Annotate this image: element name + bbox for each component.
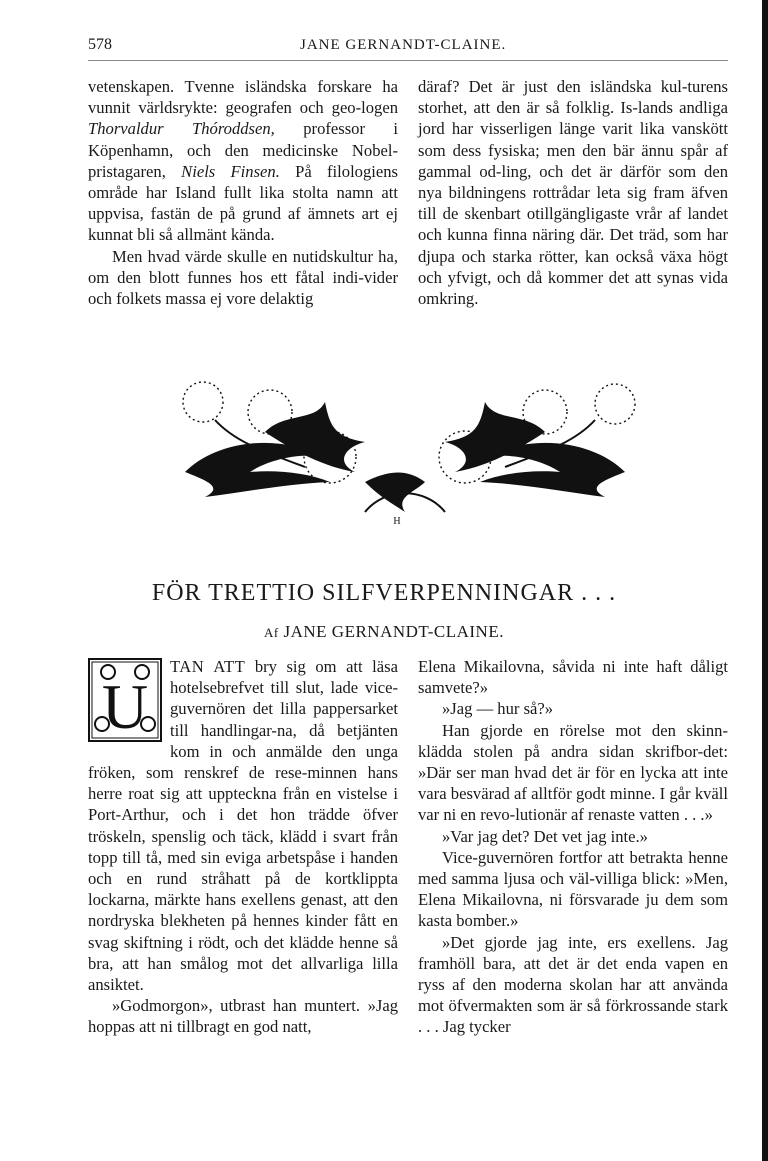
text-run: vetenskapen. Tvenne isländska forskare ha vunnit världsrykte: geografen och geo-logen	[88, 77, 398, 118]
name-finsen: Niels Finsen.	[181, 161, 280, 181]
article-right-paragraph-3: Han gjorde en rörelse mot den skinn-klädda stolen på andra sidan skrifbor-det: »Där ser man hvad det är för en lycka att inte vara besvärad af alltför godt minne. I går kväll var ni en revo-lutionär af renaste vatten . . .»	[418, 720, 728, 825]
dandelion-vignette-ornament	[165, 372, 645, 532]
text-run: professor i Köpenhamn, och den medicinske Nobel-pristagaren,	[88, 119, 399, 181]
running-head: JANE GERNANDT-CLAINE.	[300, 37, 507, 53]
byline-author: JANE GERNANDT-CLAINE.	[283, 622, 504, 641]
text-run: bry sig om att läsa hotelsebrefvet till slut, lade vice-guvernören det lilla pappersarket till handlingar-na, då betjänten kom in och anmälde den unga fröken, som renskref de rese-minnen hans herre roat sig att uppteckna från en vistelse i Port-Arthur, och i det hon trädde öfver tröskeln, spenslig och täck, klädd i svart från topp till tå, med sin eviga arbetspåse i handen och en rund stråhatt på de kortklippta lockarna, märkte hans exellens genast, att den nordryska blekheten på hennes kinder fått en svag skiftning i rödt, och det klädde henne så bra, att han smålog mot det allvarliga lilla ansiktet.	[88, 657, 398, 995]
article-title: FÖR TRETTIO SILFVERPENNINGAR . . .	[151, 580, 617, 606]
top-left-column	[88, 76, 398, 309]
opening-caps: TAN ATT	[170, 657, 246, 676]
article-paragraph-2: »Godmorgon», utbrast han muntert. »Jag hoppas att ni tillbragt en god natt,	[88, 996, 398, 1037]
page-number: 578	[88, 36, 112, 53]
article-left-column	[88, 656, 398, 1038]
article-right-paragraph-6: »Det gjorde jag inte, ers exellens. Jag framhöll bara, att det är det enda vapen en ryss af den moderna skolan har att använda mot öfvermakten som är så förkrossande stark . . . Jag tycker	[418, 932, 728, 1037]
top-right-paragraph-1: däraf? Det är just den isländska kul-turens storhet, att den är så folklig. Is-lands andliga jord har visserligen länge varit lika vanskött som dess fysiska; men den bär ännu spår af gammal od-ling, och det är därför som den nya bildningens rottrådar leta sig fram äfven till de skenbart otillgängligaste vrår af landet och kunna finna näring där. Det träd, som har djupa och starka rötter, kan också växa högt och yfvigt, och då kommer det att synas vida omkring.	[418, 77, 728, 309]
article-right-column	[418, 656, 728, 1038]
header-rule	[88, 60, 728, 61]
decorated-initial-u	[88, 658, 162, 742]
monogram-mark: H	[393, 516, 401, 527]
name-thoroddsen: Thorvaldur Thóroddsen,	[88, 119, 275, 139]
article-right-paragraph-5: Vice-guvernören fortfor att betrakta henne med samma ljusa och väl-villiga blick: »Men, Elena Mikailovna, ni försvarade ju dem som kasta bomber.»	[418, 847, 728, 931]
byline-prefix: Af	[264, 625, 279, 640]
top-left-paragraph-1	[88, 76, 398, 246]
article-right-paragraph-1: Elena Mikailovna, såvida ni inte haft dåligt samvete?»	[418, 657, 728, 698]
article-byline	[0, 622, 768, 642]
article-right-paragraph-4: »Var jag det? Det vet jag inte.»	[442, 826, 648, 846]
initial-letter: U	[101, 671, 149, 742]
article-right-paragraph-2: »Jag — hur så?»	[442, 699, 554, 719]
top-right-column	[418, 76, 728, 309]
article-paragraph-1	[88, 656, 398, 995]
text-run: På filologiens område har Island fullt lika stolta namn att uppvisa, fastän de på grund af ämnets art ej kunnat bli så allmänt kända.	[88, 161, 399, 245]
top-left-paragraph-2: Men hvad värde skulle en nutidskultur ha, om den blott funnes hos ett fåtal indi-vider och folkets massa ej vore delaktig	[88, 246, 398, 309]
